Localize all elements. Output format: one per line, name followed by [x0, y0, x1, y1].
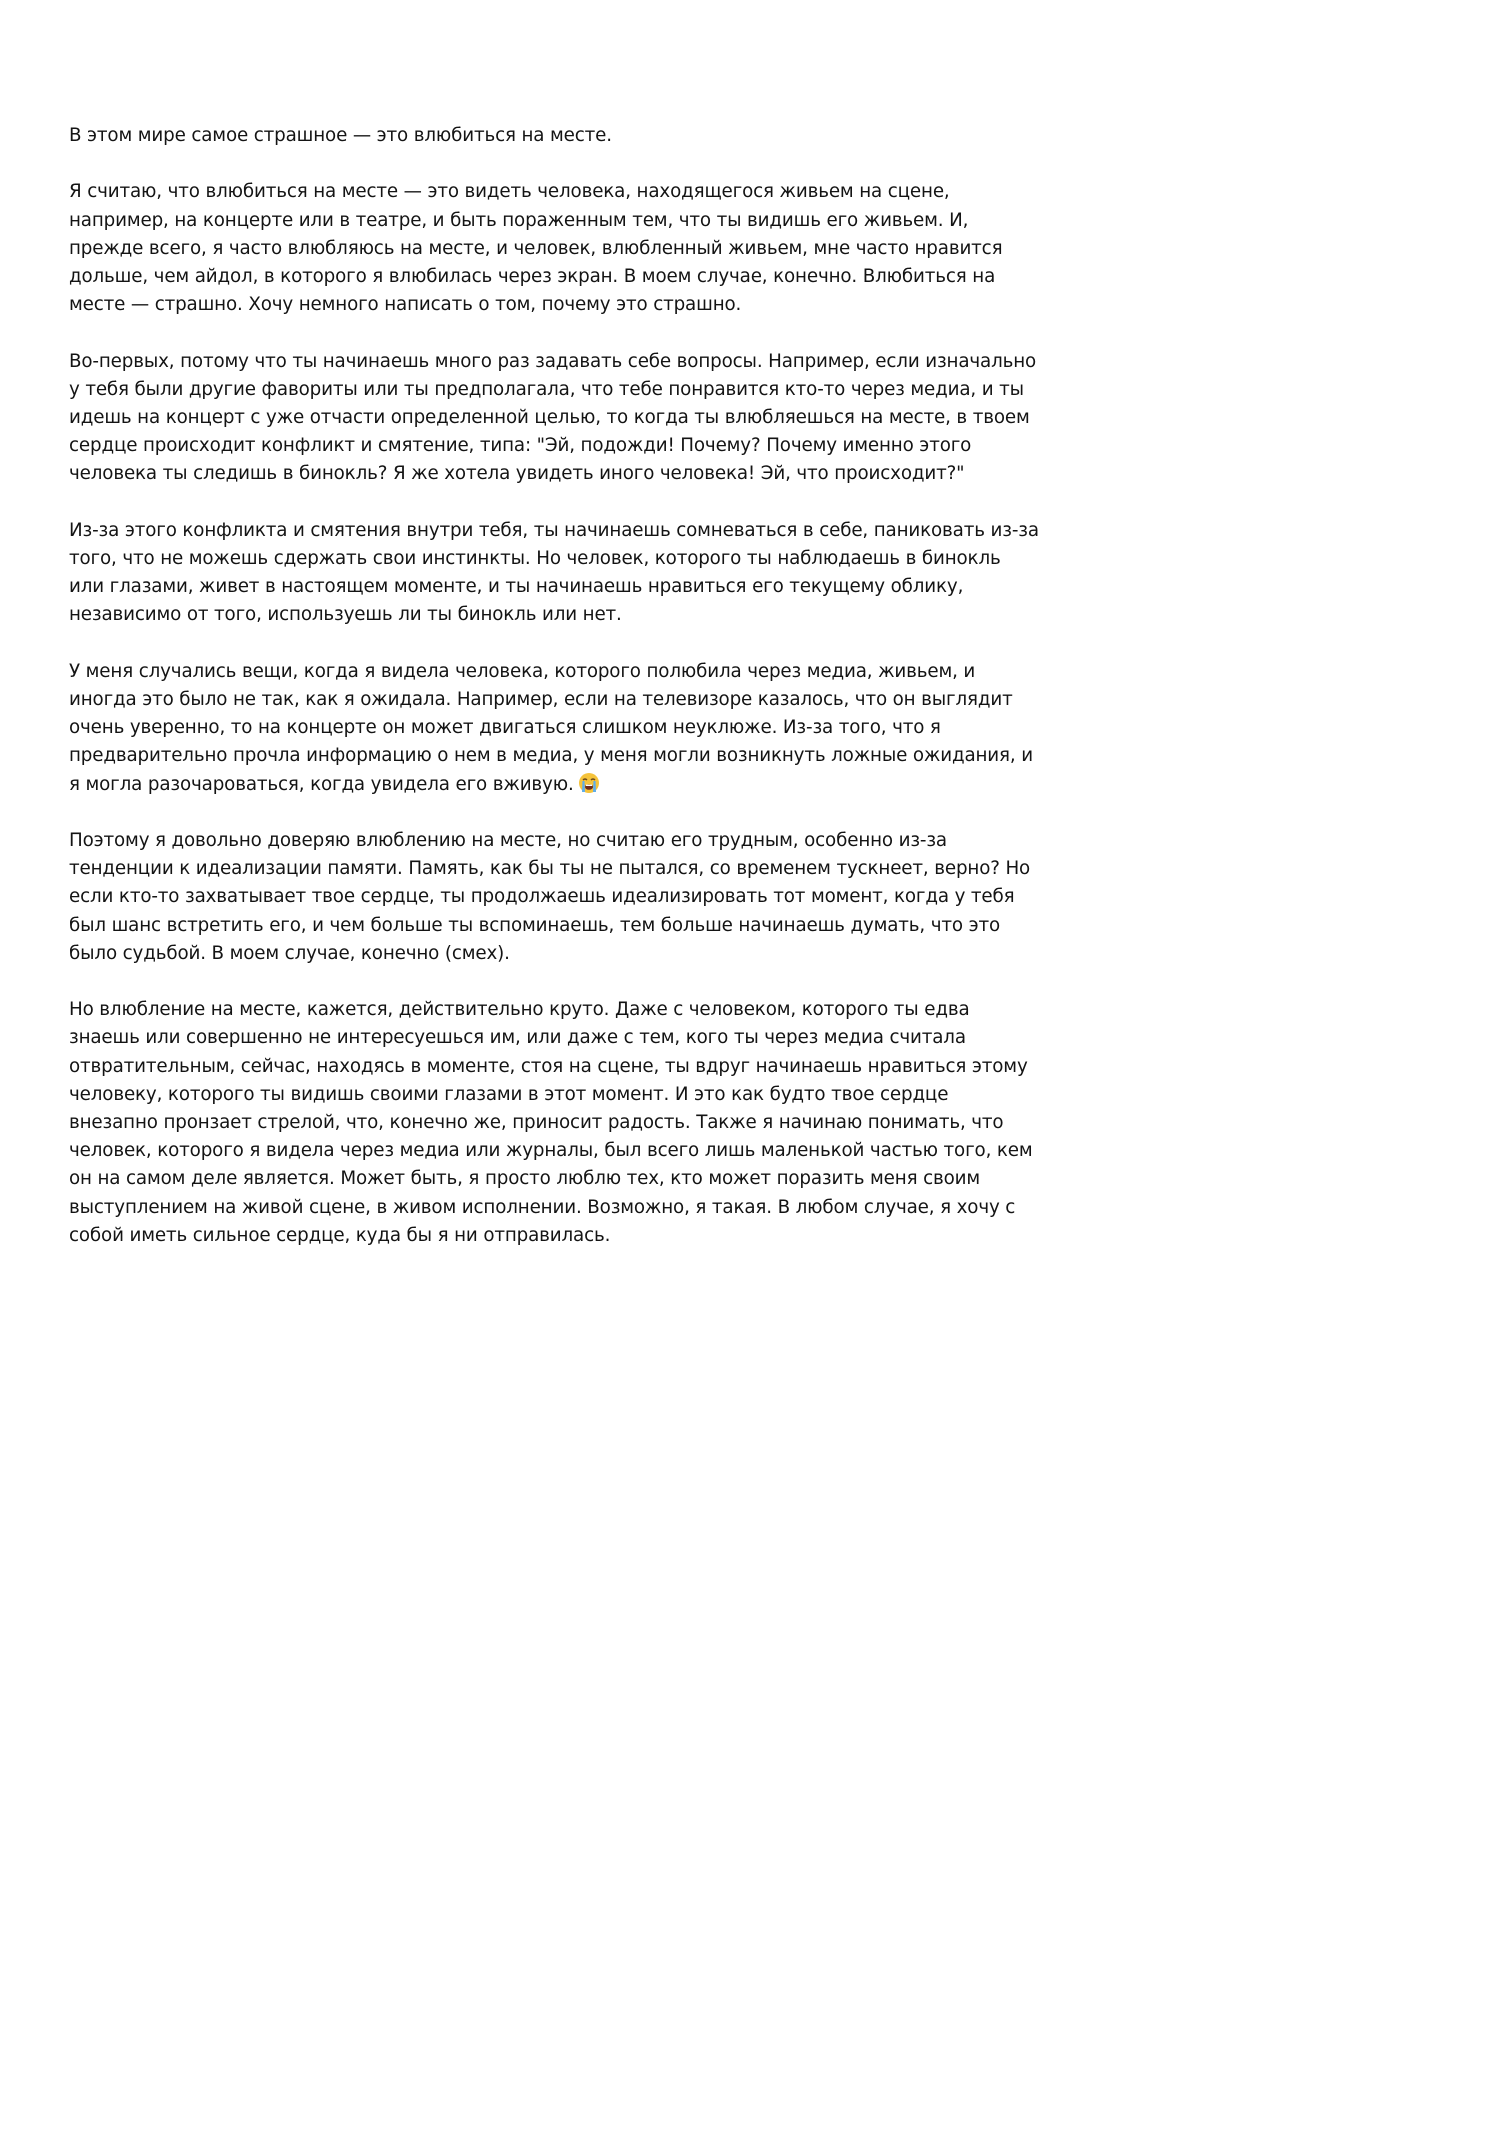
paragraph-7: Но влюбление на месте, кажется, действительно круто. Даже с человеком, которого ты едва знаешь или совершенно не интересуешься им, или даже с тем, кого ты через медиа считала отвратительным, сейчас, находясь в моменте, стоя на сцене, ты вдруг начинаешь нравиться этому человеку, которого ты видишь своими глазами в этот момент. И это как будто твое сердце внезапно пронзает стрелой, что, конечно же, приносит радость. Также я начинаю понимать, что человек, которого я видела через медиа или журналы, был всего лишь маленькой частью того, кем он на самом деле является. Может быть, я просто люблю тех, кто может поразить меня своим выступлением на живой сцене, в живом исполнении. Возможно, я такая. В любом случае, я хочу с собой иметь сильное сердце, куда бы я ни отправилась. — [69, 999, 1033, 1246]
paragraph-5-text: У меня случались вещи, когда я видела человека, которого полюбила через медиа, живьем, и иногда это было не так, как я ожидала. Например, если на телевизоре казалось, что он выглядит очень уверенно, то на концерте он может двигаться слишком неуклюже. Из-за того, что я предварительно прочла информацию о нем в медиа, у меня могли возникнуть ложные ожидания, и я могла разочароваться, когда увидела его вживую. — [69, 660, 1033, 795]
paragraph-3: Во-первых, потому что ты начинаешь много раз задавать себе вопросы. Например, если изначально у тебя были другие фавориты или ты предполагала, что тебе понравится кто-то через медиа, и ты идешь на концерт с уже отчасти определенной целью, то когда ты влюбляешься на месте, в твоем сердце происходит конфликт и смятение, типа: "Эй, подожди! Почему? Почему именно этого человека ты следишь в бинокль? Я же хотела увидеть иного человека! Эй, что происходит?" — [69, 350, 1037, 485]
document-body — [69, 122, 1039, 1278]
paragraph-2: Я считаю, что влюбиться на месте — это видеть человека, находящегося живьем на сцене, например, на концерте или в театре, и быть пораженным тем, что ты видишь его живьем. И, прежде всего, я часто влюбляюсь на месте, и человек, влюбленный живьем, мне часто нравится дольше, чем айдол, в которого я влюбилась через экран. В моем случае, конечно. Влюбиться на месте — страшно. Хочу немного написать о том, почему это страшно. — [69, 181, 1003, 316]
loudly-crying-face-icon — [578, 772, 600, 794]
paragraph-1: В этом мире самое страшное — это влюбиться на месте. — [69, 125, 612, 146]
paragraph-4: Из-за этого конфликта и смятения внутри тебя, ты начинаешь сомневаться в себе, паниковать из-за того, что не можешь сдержать свои инстинкты. Но человек, которого ты наблюдаешь в бинокль или глазами, живет в настоящем моменте, и ты начинаешь нравиться его текущему облику, независимо от того, используешь ли ты бинокль или нет. — [69, 519, 1039, 626]
paragraph-6: Поэтому я довольно доверяю влюблению на месте, но считаю его трудным, особенно из-за тенденции к идеализации памяти. Память, как бы ты не пытался, со временем тускнеет, верно? Но если кто-то захватывает твое сердце, ты продолжаешь идеализировать тот момент, когда у тебя был шанс встретить его, и чем больше ты вспоминаешь, тем больше начинаешь думать, что это было судьбой. В моем случае, конечно (смех). — [69, 830, 1031, 964]
paragraph-5 — [69, 658, 1039, 799]
